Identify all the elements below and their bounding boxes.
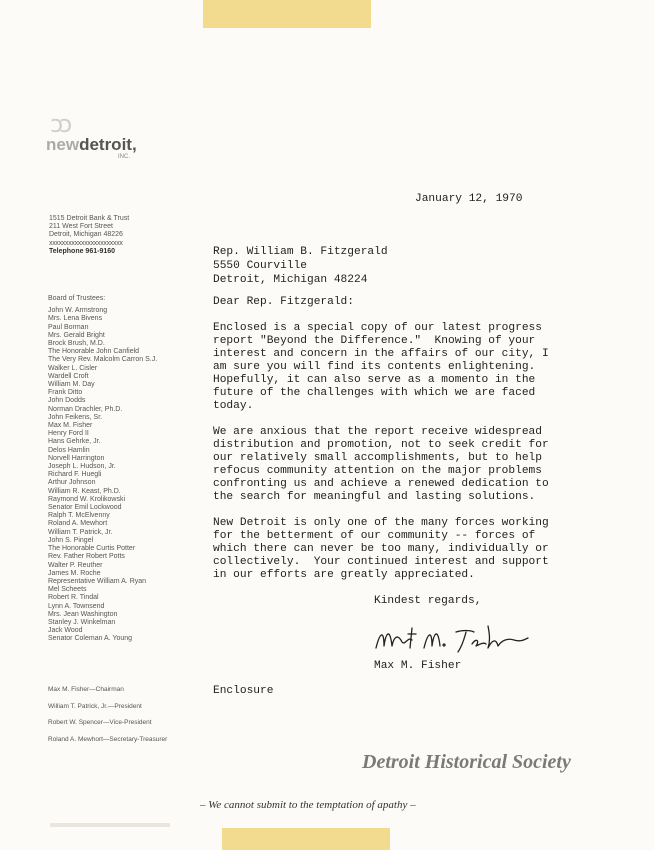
trustee-name: Stanley J. Winkelman — [48, 618, 116, 626]
trustee-name: Roland A. Mewhort — [48, 520, 108, 528]
handwritten-signature — [372, 622, 532, 660]
officer-chairman: Max M. Fisher—Chairman — [48, 686, 124, 693]
letter-line: the search for meaningful and lasting solutions. — [213, 491, 536, 503]
trustee-name: The Very Rev. Malcolm Carron S.J. — [48, 356, 158, 364]
letter-paragraph — [213, 517, 549, 582]
letter-line: confronting us and achieve a renewed dedication to — [213, 478, 549, 490]
letter-line: our relatively small accomplishments, but to help — [213, 452, 542, 464]
logo-mark-icon: ɔɔ — [50, 110, 69, 138]
officer-secretary-treasurer: Roland A. Mewhort—Secretary-Treasurer — [48, 735, 168, 743]
logo-wordmark: newdetroit, — [46, 135, 137, 154]
trustee-name: Raymond W. Krolikowski — [48, 495, 126, 503]
letter-paragraph — [213, 426, 549, 504]
trustee-name: Robert R. Tindal — [48, 594, 99, 602]
signer-name: Max M. Fisher — [374, 660, 462, 672]
trustee-name: Walter P. Reuther — [48, 561, 103, 569]
trustee-name: John W. Armstrong — [48, 307, 108, 315]
recipient-address — [213, 245, 388, 287]
letter-line: Hopefully, it can also serve as a momento in the — [213, 374, 536, 386]
letter-line: New Detroit is only one of the many forces working — [213, 517, 549, 529]
trustee-name: Rev. Father Robert Potts — [48, 553, 125, 561]
trustee-name: Jack Wood — [48, 627, 83, 635]
trustee-name: Joseph L. Hudson, Jr. — [48, 463, 116, 471]
pencil-mark — [50, 823, 170, 827]
trustee-name: Lynn A. Townsend — [48, 602, 105, 610]
enclosure-note: Enclosure — [213, 685, 274, 697]
letter-line: future of the challenges with which we are faced — [213, 387, 536, 399]
trustee-name: Mel Scheets — [48, 586, 87, 594]
recipient-line: Rep. William B. Fitzgerald — [213, 246, 388, 258]
trustee-name: Senator Emil Lockwood — [48, 504, 122, 512]
struck-out-line: xxxxxxxxxxxxxxxxxxxxxxx — [49, 239, 123, 247]
trustee-name: Max M. Fisher — [48, 422, 93, 430]
trustee-name: John Feikens, Sr. — [48, 413, 103, 421]
salutation: Dear Rep. Fitzgerald: — [213, 296, 354, 308]
recipient-line: 5550 Courville — [213, 260, 307, 272]
trustee-name: Norman Drachler, Ph.D. — [48, 405, 123, 413]
trustee-name: The Honorable John Canfield — [48, 348, 140, 356]
trustee-name: Wardell Croft — [48, 372, 89, 380]
trustee-name: William M. Day — [48, 381, 95, 389]
logo-inc: INC. — [118, 154, 130, 160]
address-line: Detroit, Michigan 48226 — [49, 231, 123, 239]
letter-date: January 12, 1970 — [415, 193, 523, 205]
letter-line: refocus community attention on the major problems — [213, 465, 542, 477]
officer-president: William T. Patrick, Jr.—President — [48, 702, 142, 710]
trustee-name: Mrs. Lena Bivens — [48, 315, 103, 323]
letter-paragraph — [213, 322, 549, 413]
trustee-name: Arthur Johnson — [48, 479, 96, 487]
trustee-name: Walker L. Cisler — [48, 364, 98, 372]
officer-vice-president: Robert W. Spencer—Vice-President — [48, 719, 152, 726]
trustee-name: John Dodds — [48, 397, 86, 405]
trustee-name: Senator Coleman A. Young — [48, 635, 133, 643]
letter-line: interest and concern in the affairs of our city, I — [213, 348, 549, 360]
closing: Kindest regards, — [374, 595, 482, 607]
trustee-name: Representative William A. Ryan — [48, 577, 147, 585]
watermark: Detroit Historical Society — [362, 751, 571, 773]
letter-line: am sure you will find its contents enlightening. — [213, 361, 536, 373]
trustee-name: Hans Gehrke, Jr. — [48, 438, 101, 446]
trustee-name: Ralph T. McElvenny — [48, 512, 110, 520]
trustee-name: Paul Borman — [48, 323, 89, 331]
trustee-name: Henry Ford II — [48, 430, 89, 438]
trustee-name: The Honorable Curtis Potter — [48, 545, 136, 553]
letter-line: which there can never be too many, individually or — [213, 543, 549, 555]
trustee-name: Richard F. Huegli — [48, 471, 102, 479]
trustee-name: James M. Roche — [48, 569, 101, 577]
tape-strip-top — [203, 0, 371, 28]
letterhead-address — [49, 215, 129, 256]
address-line: 211 West Fort Street — [49, 223, 113, 231]
trustee-name: John S. Pingel — [48, 536, 94, 544]
trustee-name: Frank Ditto — [48, 389, 83, 397]
telephone: Telephone 961-9160 — [49, 247, 116, 255]
letter-line: report "Beyond the Difference." Knowing of your — [213, 335, 536, 347]
officers-list — [48, 686, 167, 752]
address-line: 1515 Detroit Bank & Trust — [49, 215, 130, 222]
trustee-name: Brock Brush, M.D. — [48, 340, 105, 348]
letter-line: Enclosed is a special copy of our latest progress — [213, 322, 542, 334]
board-of-trustees — [48, 295, 157, 644]
trustee-name: Norvell Harrington — [48, 454, 105, 462]
trustee-name: William T. Patrick, Jr. — [48, 528, 113, 536]
trustee-name: Delos Hamlin — [48, 446, 90, 454]
trustee-name: William R. Keast, Ph.D. — [48, 487, 121, 495]
letter-line: distribution and promotion, not to seek credit for — [213, 439, 549, 451]
tape-strip-bottom — [222, 828, 390, 850]
recipient-line: Detroit, Michigan 48224 — [213, 274, 368, 286]
trustee-list — [48, 307, 157, 643]
letter-line: We are anxious that the report receive widespread — [213, 426, 542, 438]
letter-line: for the betterment of our community -- forces of — [213, 530, 536, 542]
letter-line: today. — [213, 400, 254, 412]
letter-body — [213, 322, 549, 595]
trustee-name: Mrs. Jean Washington — [48, 610, 118, 618]
trustees-heading: Board of Trustees: — [48, 295, 106, 302]
footer-motto: – We cannot submit to the temptation of apathy – — [200, 799, 416, 811]
trustee-name: Mrs. Gerald Bright — [48, 331, 105, 339]
letter-line: in our efforts are greatly appreciated. — [213, 569, 475, 581]
letter-line: collectively. Your continued interest and support — [213, 556, 549, 568]
